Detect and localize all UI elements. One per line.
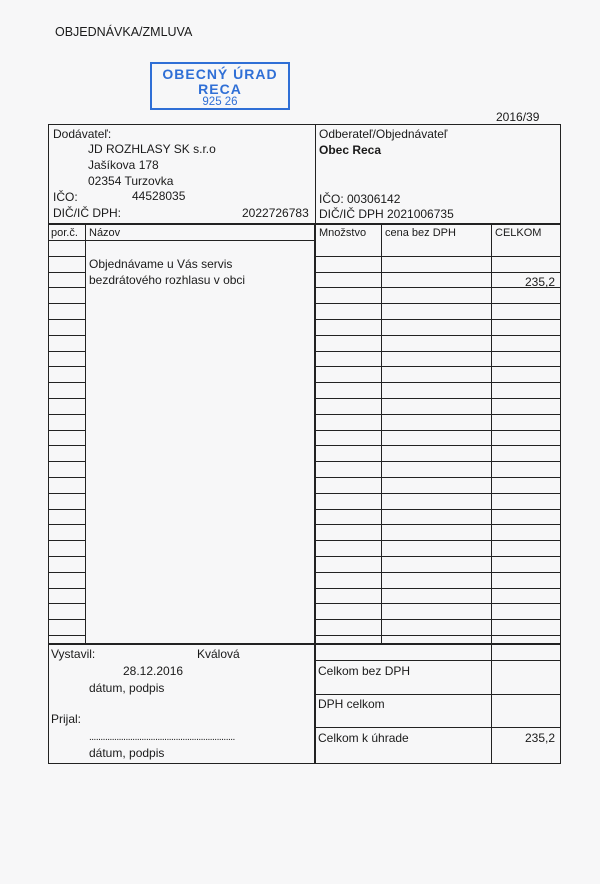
row-line-price-cols xyxy=(315,556,561,557)
col-header-total: CELKOM xyxy=(495,227,542,239)
row-line-price-cols xyxy=(315,493,561,494)
customer-label: Odberateľ/Objednávateľ xyxy=(319,127,448,141)
row-line-number-col xyxy=(48,351,85,352)
row-line-number-col xyxy=(48,256,85,257)
row-line-price-cols xyxy=(315,272,561,273)
row-line-number-col xyxy=(48,540,85,541)
row-line-price-cols xyxy=(315,366,561,367)
row-line-price-cols xyxy=(315,461,561,462)
item-total: 235,2 xyxy=(525,275,556,289)
customer-name: Obec Reca xyxy=(319,143,382,157)
row-line-price-cols xyxy=(315,382,561,383)
items-table xyxy=(48,224,315,644)
order-number: 2016/39 xyxy=(496,110,540,124)
row-line-price-cols xyxy=(315,635,561,636)
row-line-price-cols xyxy=(315,509,561,510)
row-line-number-col xyxy=(48,524,85,525)
received-dots: ................................................................ xyxy=(89,732,235,743)
vat-total-label: DPH celkom xyxy=(318,697,385,711)
total-to-pay-value: 235,2 xyxy=(525,731,556,745)
item-description-line1: Objednávame u Vás servis xyxy=(89,257,233,271)
row-line-price-cols xyxy=(315,287,561,288)
row-line-price-cols xyxy=(315,398,561,399)
received-sign-label: dátum, podpis xyxy=(89,746,165,760)
row-line-price-cols xyxy=(315,351,561,352)
row-line-price-cols xyxy=(315,619,561,620)
issued-date: 28.12.2016 xyxy=(123,664,184,678)
row-line-price-cols xyxy=(315,445,561,446)
row-line-price-cols xyxy=(315,335,561,336)
row-line-number-col xyxy=(48,382,85,383)
col-header-name: Názov xyxy=(89,227,121,239)
row-line-price-cols xyxy=(315,414,561,415)
item-description-line2: bezdrátového rozhlasu v obci xyxy=(89,273,246,287)
row-line-price-cols xyxy=(315,430,561,431)
office-stamp xyxy=(150,62,290,110)
document-title: OBJEDNÁVKA/ZMLUVA xyxy=(55,25,193,39)
row-line-price-cols xyxy=(315,477,561,478)
row-line-number-col xyxy=(48,635,85,636)
row-line-price-cols xyxy=(315,524,561,525)
total-to-pay-label: Celkom k úhrade xyxy=(318,731,409,745)
row-line-number-col xyxy=(48,556,85,557)
row-line-number-col xyxy=(48,414,85,415)
col-header-price: cena bez DPH xyxy=(385,227,456,239)
supplier-dic-label: DIČ/IČ DPH: xyxy=(53,206,122,220)
row-line-number-col xyxy=(48,272,85,273)
row-line-number-col xyxy=(48,572,85,573)
total-without-vat-label: Celkom bez DPH xyxy=(318,664,411,678)
row-line-price-cols xyxy=(315,572,561,573)
stamp-line-2: RECA xyxy=(198,81,242,97)
row-line-number-col xyxy=(48,430,85,431)
row-line-price-cols xyxy=(315,319,561,320)
stamp-line-3: 925 26 xyxy=(202,96,238,108)
row-line-number-col xyxy=(48,461,85,462)
row-line-number-col xyxy=(48,603,85,604)
row-line-number-col xyxy=(48,287,85,288)
supplier-ico-label: IČO: xyxy=(53,190,78,204)
col-header-quantity: Množstvo xyxy=(319,227,367,239)
stamp-line-1: OBECNÝ ÚRAD xyxy=(162,66,278,82)
customer-dic: DIČ/IČ DPH 2021006735 xyxy=(319,207,454,221)
received-label: Prijal: xyxy=(51,712,82,726)
row-line-price-cols xyxy=(315,256,561,257)
row-line-number-col xyxy=(48,366,85,367)
issued-label: Vystavil: xyxy=(51,647,96,661)
issued-sign-label: dátum, podpis xyxy=(89,681,165,695)
row-line-number-col xyxy=(48,493,85,494)
row-line-number-col xyxy=(48,477,85,478)
row-line-price-cols xyxy=(315,603,561,604)
row-line-number-col xyxy=(48,588,85,589)
row-line-price-cols xyxy=(315,303,561,304)
row-line-number-col xyxy=(48,335,85,336)
row-line-number-col xyxy=(48,619,85,620)
row-line-price-cols xyxy=(315,540,561,541)
col-header-number: por.č. xyxy=(51,227,78,239)
supplier-city: 02354 Turzovka xyxy=(88,174,174,188)
supplier-street: Jašíkova 178 xyxy=(88,158,159,172)
supplier-ico: 44528035 xyxy=(132,189,186,203)
supplier-dic: 2022726783 xyxy=(242,206,309,220)
row-line-number-col xyxy=(48,509,85,510)
row-line-number-col xyxy=(48,398,85,399)
row-line-number-col xyxy=(48,303,85,304)
issued-by: Kválová xyxy=(197,647,240,661)
supplier-name: JD ROZHLASY SK s.r.o xyxy=(88,142,216,156)
customer-ico: IČO: 00306142 xyxy=(319,192,401,206)
row-line-number-col xyxy=(48,319,85,320)
supplier-label: Dodávateľ: xyxy=(53,127,112,141)
row-line-price-cols xyxy=(315,588,561,589)
row-line-number-col xyxy=(48,445,85,446)
